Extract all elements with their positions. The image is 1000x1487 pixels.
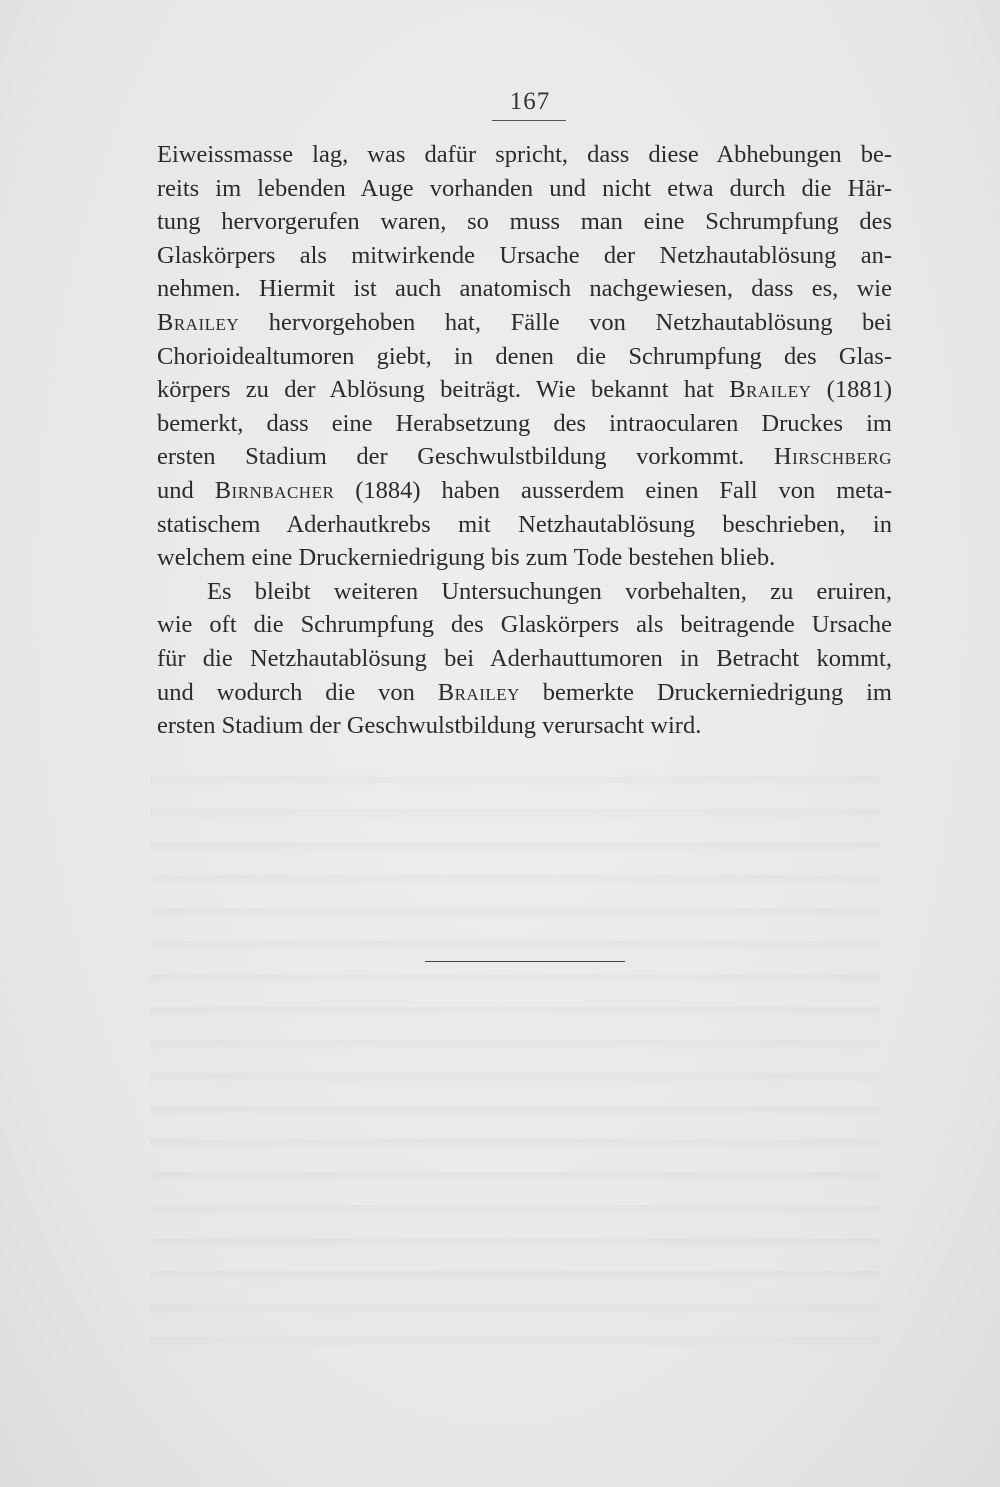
text-line: tung hervorgerufen waren, so muss man eine Schrumpfung des bbox=[157, 208, 892, 236]
text-line bbox=[157, 474, 892, 508]
text-line: Es bleibt weiteren Untersuchungen vorbehalten, zu eruiren, bbox=[207, 577, 892, 605]
text-segment: und wodurch die von bbox=[157, 678, 438, 706]
author-name: Brailey bbox=[157, 308, 240, 336]
text-line bbox=[157, 306, 892, 340]
text-line bbox=[157, 373, 892, 407]
text-line: nehmen. Hiermit ist auch anatomisch nachgewiesen, dass es, wie bbox=[157, 275, 892, 303]
text-segment: (1884) haben ausserdem einen Fall von meta- bbox=[334, 476, 892, 504]
text-segment: (1881) bbox=[811, 376, 892, 404]
text-segment: und bbox=[157, 476, 215, 504]
text-line: bemerkt, dass eine Herabsetzung des intraocularen Druckes im bbox=[157, 409, 892, 437]
text-line: statischem Aderhautkrebs mit Netzhautablösung beschrieben, in bbox=[157, 510, 892, 538]
text-line: wie oft die Schrumpfung des Glaskörpers als beitragende Ursache bbox=[157, 611, 892, 639]
text-line: Glaskörpers als mitwirkende Ursache der Netzhautablösung an- bbox=[157, 241, 892, 269]
text-segment: bemerkte Druckerniedrigung im bbox=[519, 678, 892, 706]
text-segment: körpers zu der Ablösung beiträgt. Wie bekannt hat bbox=[157, 376, 730, 404]
text-line bbox=[157, 440, 892, 474]
page-number: 167 bbox=[509, 88, 551, 115]
page-number-rule bbox=[492, 120, 566, 121]
text-line: für die Netzhautablösung bei Aderhauttumoren in Betracht kommt, bbox=[157, 644, 892, 672]
text-line: welchem eine Druckerniedrigung bis zum Tode bestehen blieb. bbox=[157, 544, 776, 572]
text-segment: hervorgehoben hat, Fälle von Netzhautablösung bei bbox=[239, 308, 892, 336]
author-name: Hirschberg bbox=[773, 443, 892, 471]
section-separator bbox=[425, 961, 625, 962]
author-name: Brailey bbox=[437, 678, 520, 706]
text-segment: ersten Stadium der Geschwulstbildung vorkommt. bbox=[157, 443, 774, 471]
bleed-through-texture bbox=[150, 755, 880, 1355]
text-line: reits im lebenden Auge vorhanden und nicht etwa durch die Här- bbox=[157, 174, 892, 202]
author-name: Birnbacher bbox=[214, 476, 335, 504]
author-name: Brailey bbox=[729, 376, 812, 404]
text-line: Eiweissmasse lag, was dafür spricht, dass diese Abhebungen be- bbox=[157, 141, 892, 168]
text-line: Chorioidealtumoren giebt, in denen die Schrumpfung des Glas- bbox=[157, 342, 892, 370]
text-line bbox=[157, 676, 892, 710]
text-line: ersten Stadium der Geschwulstbildung verursacht wird. bbox=[157, 712, 702, 740]
body-text bbox=[157, 138, 892, 743]
